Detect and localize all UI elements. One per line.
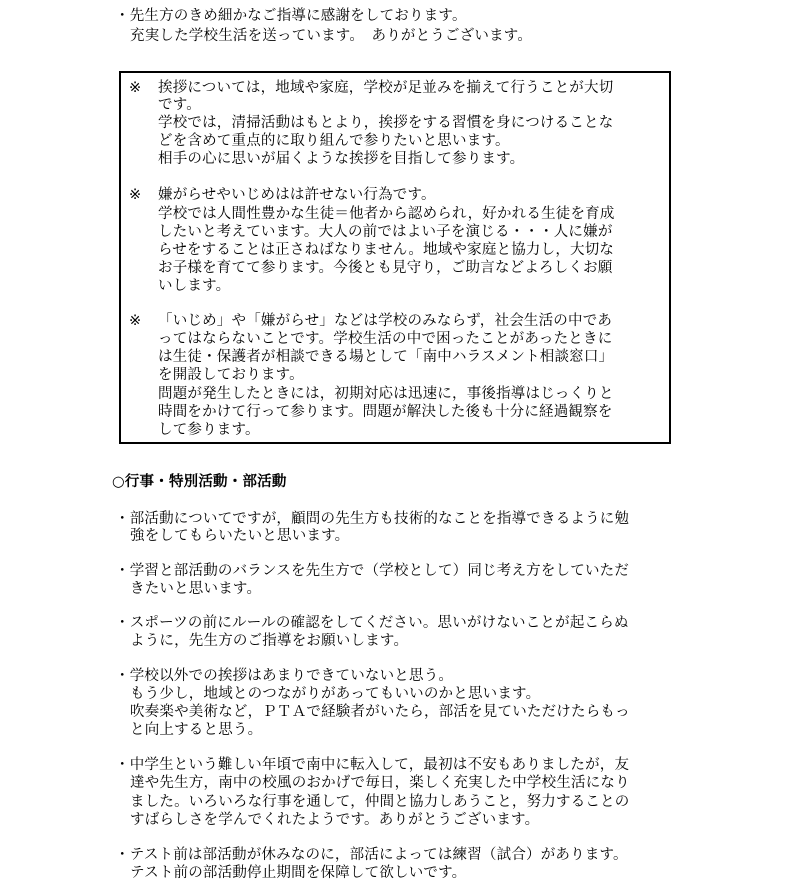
section-item-line: 強をしてもらいたいと思います。 [130, 528, 350, 544]
notice-line: いします。 [158, 278, 231, 294]
section-item-line: と向上すると思う。 [130, 722, 263, 738]
notice-line: は生徒・保護者が相談できる場として「南中ハラスメント相談窓口」 [158, 349, 614, 365]
intro-line: ・先生方のきめ細かなご指導に感謝をしております。 [115, 8, 467, 24]
notice-line: して参ります。 [158, 422, 260, 438]
intro-line: 充実した学校生活を送っています。 ありがとうございます。 [130, 28, 533, 44]
section-item-line: 達や先生方，南中の校風のおかげで毎日，楽しく充実した中学校生活になり [130, 775, 630, 791]
notice-line: 嫌がらせやいじめはは許せない行為です。 [158, 187, 436, 203]
notice-line: 学校では人間性豊かな生徒＝他者から認められ，好かれる生徒を育成 [158, 206, 615, 222]
section-item-line: きたいと思います。 [130, 581, 262, 597]
notice-line: を開設しております。 [158, 367, 304, 383]
notice-line: 時間をかけて行って参ります。問題が解決した後も十分に経過観察を [158, 404, 613, 420]
notice-line: したいと考えています。大人の前ではよい子を演じる・・・人に嫌が [158, 224, 613, 240]
section-item-line: ように，先生方のご指導をお願いします。 [130, 633, 409, 649]
section-item-line: ・学習と部活動のバランスを先生方で（学校として）同じ考え方をしていただ [115, 563, 630, 579]
section-item-line: ・テスト前は部活動が休みなのに，部活によっては練習（試合）があります。 [115, 847, 628, 863]
section-item-line: ・部活動についてですが，顧問の先生方も技術的なことを指導できるように勉 [115, 511, 630, 527]
notice-line: ってはならないことです。学校生活の中で困ったことがあったときに [158, 331, 613, 347]
notice-line: どを含めて重点的に取り組んで参りたいと思います。 [158, 133, 510, 149]
notice-line: 問題が発生したときには，初期対応は迅速に，事後指導はじっくりと [158, 386, 614, 402]
notice-line: 「いじめ」や「嫌がらせ」などは学校のみならず，社会生活の中であ [158, 313, 613, 329]
notice-line: です。 [158, 97, 201, 113]
notice-line: 学校では，清掃活動はもとより，挨拶をする習慣を身につけることな [158, 115, 614, 131]
section-item-line: ・中学生という難しい年頃で南中に転入して，最初は不安もありましたが，友 [115, 757, 630, 773]
section-item-line: 吹奏楽や美術など，ＰＴＡで経験者がいたら，部活を見ていただけたらもっ [130, 704, 630, 720]
section-heading: ○行事・特別活動・部活動 [112, 474, 287, 490]
section-item-line: ・学校以外での挨拶はあまりできていないと思う。 [115, 668, 454, 684]
notice-line: 挨拶については，地域や家庭，学校が足並みを揃えて行うことが大切 [158, 80, 614, 96]
notice-mark: ※ [129, 187, 142, 203]
notice-mark: ※ [129, 313, 142, 329]
notice-line: らせをすることは正さねばなりません。地域や家庭と協力し，大切な [158, 242, 615, 258]
section-item-line: ました。いろいろな行事を通して，仲間と協力しあうこと，努力することの [130, 794, 630, 810]
section-item-line: すばらしさを学んでくれたようです。ありがとうございます。 [130, 812, 540, 828]
section-item-line: テスト前の部活動停止期間を保障して欲しいです。 [130, 865, 467, 881]
section-item-line: もう少し，地域とのつながりがあってもいいのかと思います。 [130, 686, 541, 702]
notice-mark: ※ [129, 80, 142, 96]
notice-line: 相手の心に思いが届くような挨拶を目指して参ります。 [158, 151, 525, 167]
notice-line: お子様を育てて参ります。今後とも見守り，ご助言などよろしくお願 [158, 260, 613, 276]
section-item-line: ・スポーツの前にルールの確認をしてください。思いがけないことが起こらぬ [115, 615, 629, 631]
